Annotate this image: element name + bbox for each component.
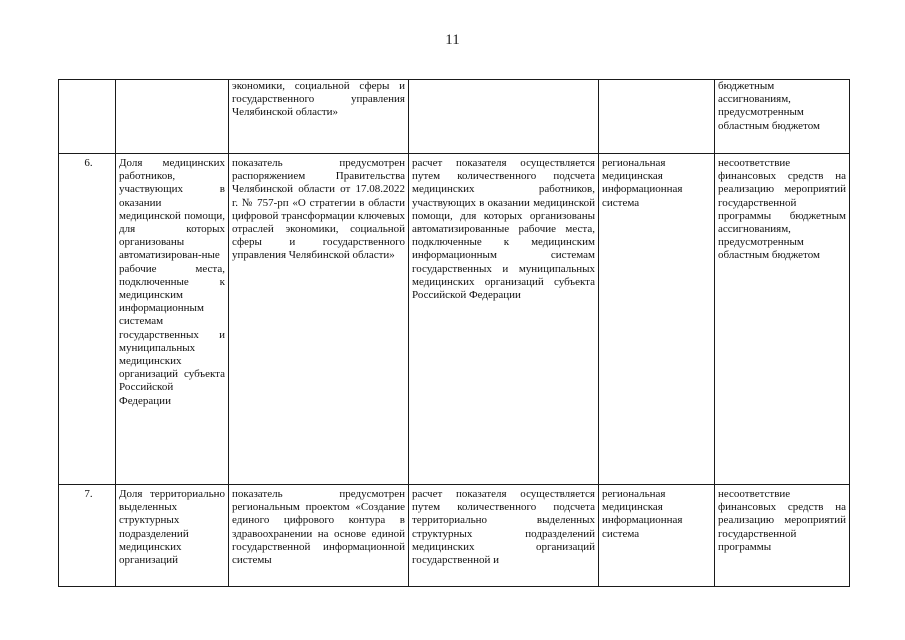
- data-source-cell: [599, 80, 715, 154]
- risk-cell: бюджетным ассигнованиям, предусмотренным областным бюджетом: [715, 80, 850, 154]
- data-source-cell: региональная медицинская информационная система: [599, 154, 715, 485]
- data-source-cell: региональная медицинская информационная система: [599, 485, 715, 587]
- table-row: [59, 485, 850, 587]
- legal-basis-cell: показатель предусмотрен региональным проектом «Создание единого цифрового контура в здравоохранении на основе единой государственной информационной системы: [229, 485, 409, 587]
- row-number-cell: 6.: [59, 154, 116, 485]
- calculation-method-cell: [409, 80, 599, 154]
- table-row: [59, 80, 850, 154]
- risk-cell: несоответствие финансовых средств на реализацию мероприятий государственной программы: [715, 485, 850, 587]
- calculation-method-cell: расчет показателя осуществляется путем количественного подсчета медицинских работников, участвующих в оказании медицинской помощи, для которых организованы автоматизированные рабочие места, подключенные к медицинским информационным системам государственных и муниципальных медицинских организаций субъекта Российской Федерации: [409, 154, 599, 485]
- row-number-cell: [59, 80, 116, 154]
- legal-basis-cell: показатель предусмотрен распоряжением Правительства Челябинской области от 17.08.2022 г. № 757-рп «О стратегии в области цифровой трансформации ключевых отраслей экономики, социальной сферы и государственного управления Челябинской области»: [229, 154, 409, 485]
- indicator-name-cell: Доля медицинских работников, участвующих в оказании медицинской помощи, для которых организованы автоматизирован-ные рабочие места, подключенные к медицинским информационным системам государственных и муниципальных медицинских организаций субъекта Российской Федерации: [116, 154, 229, 485]
- legal-basis-cell: экономики, социальной сферы и государственного управления Челябинской области»: [229, 80, 409, 154]
- page-number: 11: [445, 32, 460, 48]
- indicators-table: [58, 79, 850, 587]
- table-row: [59, 154, 850, 485]
- calculation-method-cell: расчет показателя осуществляется путем количественного подсчета территориально выделенных структурных подразделений медицинских организаций государственной и: [409, 485, 599, 587]
- indicator-name-cell: [116, 80, 229, 154]
- indicator-name-cell: Доля территориально выделенных структурных подразделений медицинских организаций: [116, 485, 229, 587]
- risk-cell: несоответствие финансовых средств на реализацию мероприятий государственной программы бюджетным ассигнованиям, предусмотренным областным бюджетом: [715, 154, 850, 485]
- row-number-cell: 7.: [59, 485, 116, 587]
